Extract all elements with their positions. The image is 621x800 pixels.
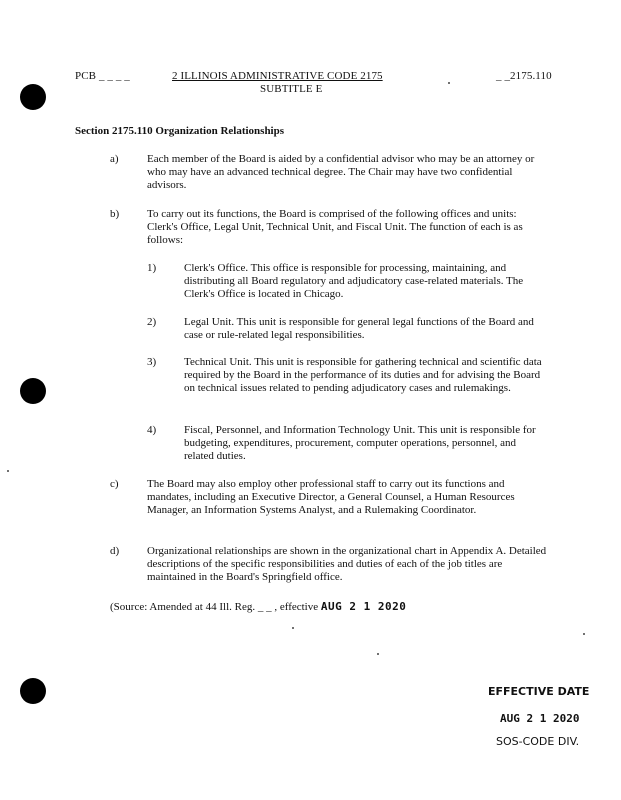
header-code: 2 ILLINOIS ADMINISTRATIVE CODE 2175 (172, 70, 383, 82)
scan-speck (292, 627, 294, 629)
sub-item-marker: 2) (147, 316, 157, 328)
section-title: Section 2175.110 Organization Relationships (75, 125, 285, 137)
source-stamped-date: AUG 2 1 2020 (320, 600, 407, 613)
sub-item-marker: 4) (147, 424, 157, 436)
punch-hole (20, 678, 46, 704)
item-text: Each member of the Board is aided by a confidential advisor who may be an attorney or who may have an advanced technical degree. The Chair may have two confidential advisors. (147, 153, 535, 191)
source-note (110, 600, 406, 613)
effective-date-stamp-label: EFFECTIVE DATE (488, 685, 590, 698)
header-subtitle: SUBTITLE E (260, 83, 323, 95)
item-text: To carry out its functions, the Board is comprised of the following offices and units: Clerk's Office, Legal Unit, Technical Unit, and Fiscal Unit. The function of each is as follows: (147, 208, 523, 246)
scan-speck (7, 470, 9, 472)
item-text: Organizational relationships are shown in the organizational chart in Appendix A. Detailed descriptions of the specific responsibilities and duties of each of the job titles are maintained in the Board's Springfield office. (147, 545, 547, 583)
header-left: PCB _ _ _ _ (75, 70, 130, 82)
sub-item-text: Legal Unit. This unit is responsible for general legal functions of the Board and case or rule-related legal responsibilities. (184, 316, 534, 341)
scan-speck (583, 633, 585, 635)
punch-hole (20, 378, 46, 404)
sub-item-text: Technical Unit. This unit is responsible for gathering technical and scientific data required by the Board in the performance of its duties and for advising the Board on technical issues related to pending adjudicatory cases and rulemakings. (184, 356, 542, 394)
sub-item-text: Fiscal, Personnel, and Information Technology Unit. This unit is responsible for budgeting, expenditures, procurement, computer operations, personnel, and related duties. (184, 424, 536, 462)
effective-date-stamp-division: SOS-CODE DIV. (496, 735, 580, 748)
scan-speck (377, 653, 379, 655)
item-text: The Board may also employ other professional staff to carry out its functions and mandates, including an Executive Director, a General Counsel, a Human Resources Manager, an Information Systems Analyst, and a Rulemaking Coordinator. (147, 478, 515, 516)
item-marker: d) (110, 545, 120, 557)
effective-date-stamp-date: AUG 2 1 2020 (500, 712, 580, 725)
sub-item-text: Clerk's Office. This office is responsible for processing, maintaining, and distributing all Board regulatory and adjudicatory case-related materials. The Clerk's Office is located in Chicago. (184, 262, 524, 300)
punch-hole (20, 84, 46, 110)
scan-speck (448, 82, 450, 84)
item-marker: b) (110, 208, 120, 220)
sub-item-marker: 3) (147, 356, 157, 368)
item-marker: c) (110, 478, 119, 490)
source-note-text: (Source: Amended at 44 Ill. Reg. _ _ , effective (110, 601, 321, 613)
header-section-number: _ _2175.110 (496, 70, 552, 82)
sub-item-marker: 1) (147, 262, 157, 274)
item-marker: a) (110, 153, 119, 165)
